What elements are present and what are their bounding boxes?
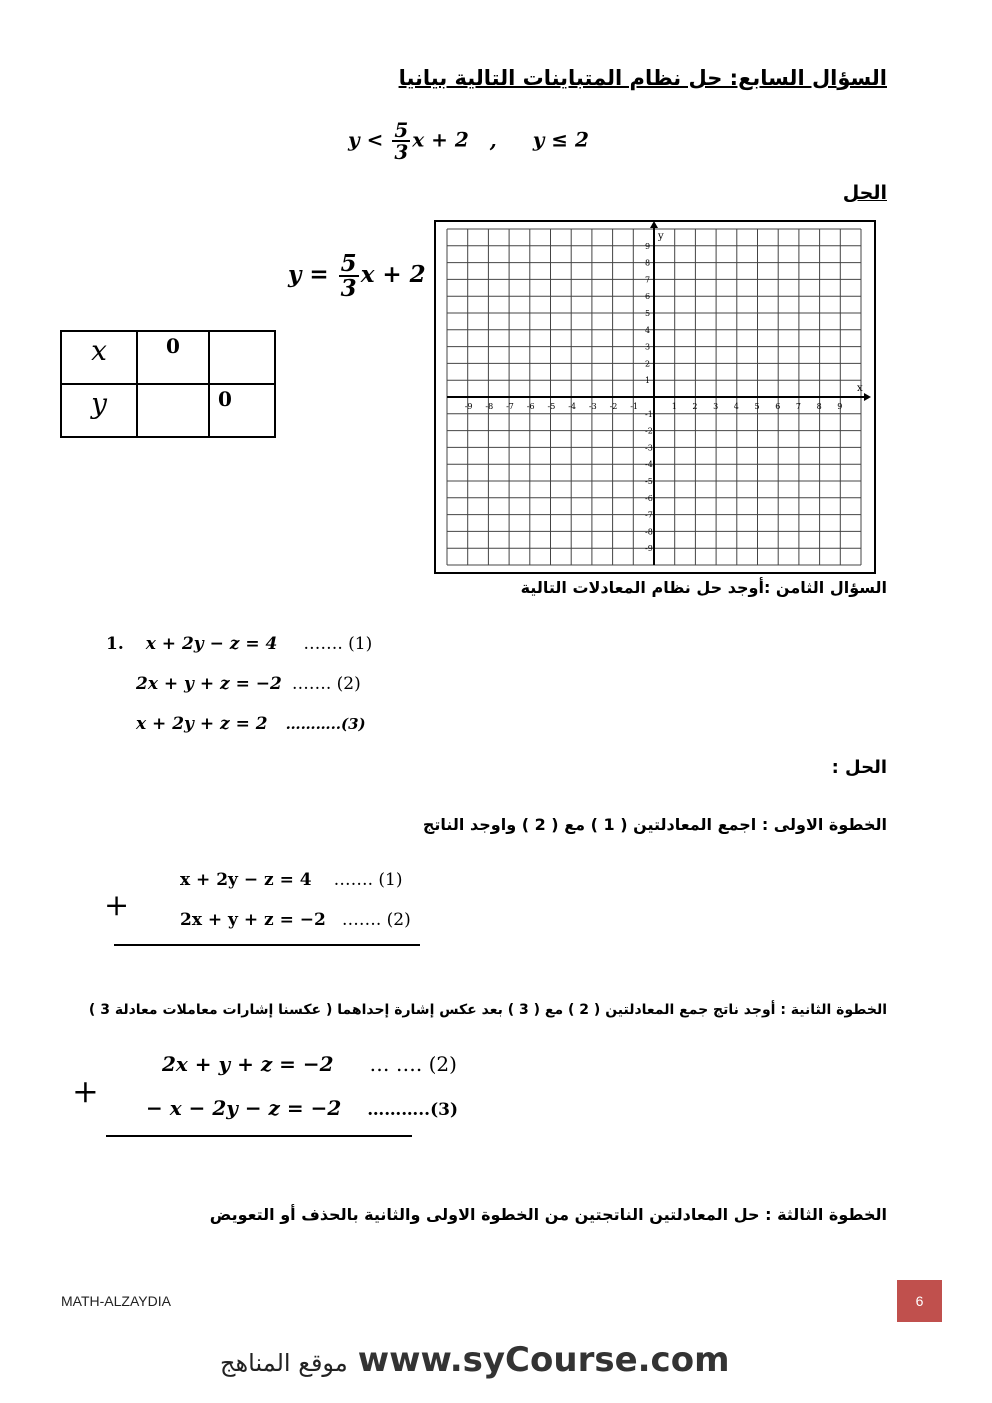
solution-label: الحل: [842, 182, 887, 204]
x-tick-label: 8: [816, 402, 822, 411]
y-tick-label: 8: [645, 258, 651, 268]
y-axis-label: y: [658, 231, 664, 242]
problem-number: 1.: [106, 634, 124, 654]
s1-tag1: ……. (1): [333, 870, 403, 890]
y-cell[interactable]: 0: [209, 384, 275, 437]
x-tick-label: 5: [754, 402, 760, 411]
q8-title: السؤال الثامن :أوجد حل نظام المعادلات التالية: [520, 578, 887, 597]
eq1-row: [106, 634, 372, 654]
eq1-tag: ……. (1): [303, 634, 373, 654]
s2-tag2: ………..(3): [367, 1100, 459, 1120]
y-tick-label: 5: [645, 309, 651, 318]
s1-eq2-row: [180, 910, 411, 930]
fraction: [339, 252, 359, 300]
y-tick-label: 7: [645, 275, 651, 285]
y-tick-label: 3: [645, 342, 651, 352]
s2-eq1-row: [162, 1052, 457, 1076]
x-tick-label: -6: [526, 402, 535, 411]
q7-title: السؤال السابع: حل نظام المتباينات التالية بيانيا: [398, 66, 887, 90]
eq1: x + 2y − z = 4: [145, 634, 278, 654]
s1-eq1: x + 2y − z = 4: [180, 870, 312, 890]
y-tick-label: 6: [645, 292, 651, 302]
y-arrow: [650, 221, 658, 228]
step2: الخطوة الثانية : أوجد ناتج جمع المعادلتين ( 2 ) مع ( 3 ) بعد عكس إشارة إحداهما ( عكسنا إشارات معاملات معادلة 3 ): [88, 1002, 887, 1018]
separator: ,: [489, 127, 497, 152]
step1: الخطوة الاولى : اجمع المعادلتين ( 1 ) مع ( 2 ) واوجد الناتج: [422, 815, 887, 834]
x-tick-label: -3: [588, 402, 597, 411]
site-arabic: موقع المناهج: [220, 1349, 348, 1377]
x-cell[interactable]: [209, 331, 275, 384]
fraction: [392, 120, 410, 162]
y-tick-label: 9: [645, 241, 651, 251]
x-tick-label: 3: [713, 402, 719, 411]
y-tick-label: -5: [645, 477, 653, 486]
eq2: 2x + y + z = −2: [136, 674, 282, 694]
x-tick-label: 4: [733, 402, 739, 411]
eq3: x + 2y + z = 2: [136, 714, 268, 734]
xy-table: [60, 330, 276, 438]
q8-solution: الحل :: [831, 757, 887, 778]
x-tick-label: 1: [671, 402, 677, 411]
step3: الخطوة الثالثة : حل المعادلتين الناتجتين من الخطوة الاولى والثانية بالحذف أو التعويض: [209, 1205, 887, 1224]
s2-tag1: … …. (2): [369, 1052, 457, 1076]
frac-num: 5: [394, 118, 409, 142]
x-tick-label: -1: [630, 402, 639, 411]
x-arrow: [864, 393, 871, 401]
ineq2: y ≤ 2: [532, 127, 589, 152]
x-tick-label: -5: [547, 402, 556, 411]
s1-tag2: ……. (2): [341, 910, 411, 930]
y-tick-label: -8: [645, 527, 653, 537]
y-tick-label: -1: [645, 409, 653, 419]
y-tick-label: -9: [645, 544, 653, 554]
x-tick-label: -2: [609, 402, 618, 411]
sum-line: [106, 1135, 412, 1137]
x-tick-label: -8: [485, 402, 494, 411]
x-tick-label: 2: [692, 402, 698, 411]
x-tick-label: -7: [506, 402, 514, 411]
y-cell[interactable]: [137, 384, 209, 437]
y-tick-label: -3: [645, 443, 653, 453]
frac-den: 3: [394, 140, 409, 164]
page-number: 6: [897, 1280, 942, 1322]
frac-den: 3: [340, 275, 357, 302]
s2-eq1: 2x + y + z = −2: [162, 1052, 334, 1076]
x-tick-label: 7: [795, 402, 801, 411]
plus-sign: +: [72, 1072, 99, 1110]
y-tick-label: -7: [645, 510, 653, 520]
s1-eq2: 2x + y + z = −2: [180, 910, 326, 930]
sum-line: [114, 944, 420, 946]
y-tick-label: -6: [645, 493, 653, 503]
s2-eq2-row: [146, 1096, 458, 1120]
y-header: y: [61, 384, 137, 437]
ineq1-lhs: y <: [348, 127, 384, 152]
s2-eq2: − x − 2y − z = −2: [146, 1096, 342, 1120]
coordinate-grid[interactable]: [434, 220, 876, 574]
x-tick-label: -4: [568, 402, 576, 411]
eq2-row: [136, 674, 361, 694]
x-tick-label: 9: [837, 402, 843, 411]
site-watermark: [220, 1340, 730, 1380]
line-lhs: y =: [288, 261, 329, 288]
plus-sign: +: [104, 888, 130, 923]
eq2-tag: ……. (2): [291, 674, 361, 694]
x-cell[interactable]: 0: [137, 331, 209, 384]
s1-eq1-row: [180, 870, 402, 890]
y-tick-label: 4: [645, 325, 651, 335]
x-axis-label: x: [857, 383, 863, 394]
eq3-row: [136, 714, 366, 734]
line-equation: [288, 252, 426, 300]
y-tick-label: -2: [645, 426, 653, 436]
x-tick-label: -9: [464, 402, 473, 411]
line-rhs: x + 2: [360, 261, 426, 288]
y-tick-label: 2: [645, 359, 651, 369]
eq3-tag: ………..(3): [285, 715, 366, 733]
x-tick-label: 6: [775, 402, 781, 411]
ineq1-rhs: x + 2: [412, 127, 469, 152]
y-tick-label: 1: [645, 376, 651, 386]
site-url: www.syCourse.com: [357, 1340, 730, 1380]
footer-label: MATH-ALZAYDIA: [61, 1293, 171, 1309]
y-tick-label: -4: [645, 460, 653, 470]
x-header: x: [61, 331, 137, 384]
inequalities: [348, 120, 589, 162]
frac-num: 5: [340, 250, 357, 277]
